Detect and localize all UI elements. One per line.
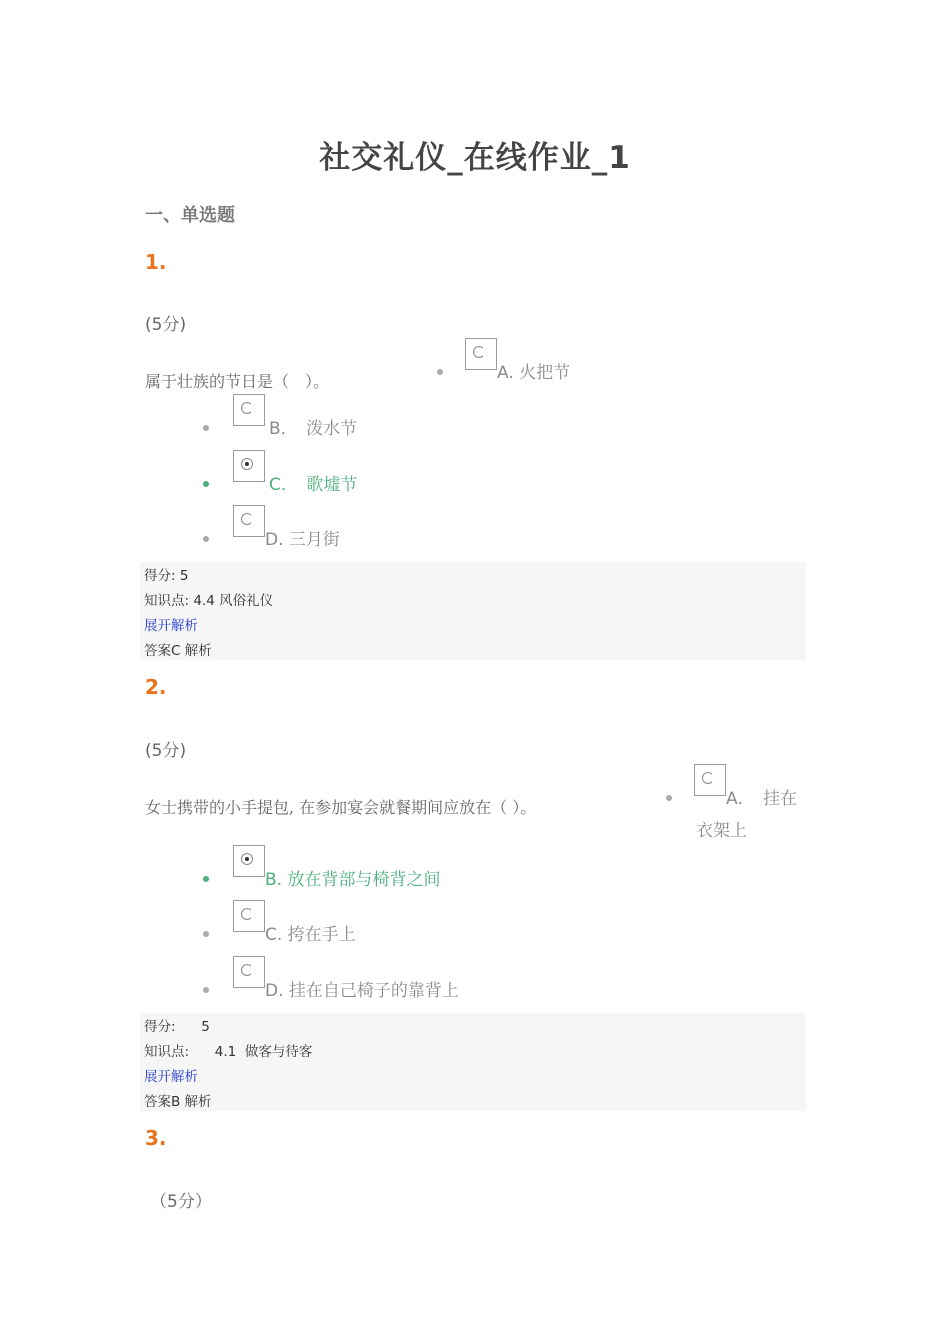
radio-selected-icon: [241, 853, 253, 865]
radio-unselected-icon: [241, 513, 253, 525]
knowledge-point-line: 知识点: 4.1 做客与待客: [144, 1044, 313, 1060]
option-label: D. 三月街: [265, 530, 340, 550]
radio-button[interactable]: [694, 764, 726, 796]
radio-button[interactable]: [233, 900, 265, 932]
option-a[interactable]: [437, 338, 570, 383]
page-title: 社交礼仪_在线作业_1: [319, 140, 631, 176]
bullet-icon: [203, 876, 209, 882]
radio-button[interactable]: [233, 845, 265, 877]
option-c[interactable]: [203, 900, 356, 945]
knowledge-point-line: 知识点: 4.4 风俗礼仪: [144, 593, 274, 609]
expand-analysis-link[interactable]: 展开解析: [144, 1069, 198, 1085]
option-label: B. 放在背部与椅背之间: [265, 870, 441, 890]
option-label: C. 挎在手上: [265, 925, 356, 945]
bullet-icon: [203, 481, 209, 487]
bullet-icon: [203, 931, 209, 937]
radio-selected-icon: [241, 458, 253, 470]
bullet-icon: [666, 795, 672, 801]
option-d[interactable]: [203, 956, 459, 1001]
radio-unselected-icon: [702, 772, 714, 784]
question-score: (5分): [145, 741, 187, 761]
option-label: A. 火把节: [497, 363, 571, 383]
option-b[interactable]: [203, 394, 357, 439]
option-label-continued: 衣架上: [696, 821, 747, 841]
option-label: B． 泼水节: [269, 419, 358, 439]
radio-button[interactable]: [233, 394, 265, 426]
radio-unselected-icon: [241, 964, 253, 976]
expand-analysis-link[interactable]: 展开解析: [144, 618, 198, 634]
bullet-icon: [203, 536, 209, 542]
answer-line: 答案C 解析: [144, 643, 212, 659]
radio-unselected-icon: [473, 346, 485, 358]
option-label: D. 挂在自己椅子的靠背上: [265, 981, 459, 1001]
radio-button[interactable]: [233, 450, 265, 482]
radio-button[interactable]: [233, 956, 265, 988]
score-line: 得分: 5: [144, 1019, 210, 1035]
question-score: （5分）: [150, 1192, 212, 1212]
option-a[interactable]: [666, 764, 797, 809]
option-c[interactable]: [203, 450, 357, 495]
option-label: C． 歌墟节: [269, 475, 358, 495]
option-b[interactable]: [203, 845, 440, 890]
question-number: 2.: [145, 675, 167, 699]
question-number: 1.: [145, 250, 167, 274]
bullet-icon: [203, 987, 209, 993]
radio-unselected-icon: [241, 402, 253, 414]
question-text: 属于壮族的节日是（ ）。: [145, 372, 330, 391]
answer-line: 答案B 解析: [144, 1094, 212, 1110]
option-d[interactable]: [203, 505, 340, 550]
answer-info-box: [140, 1013, 806, 1111]
score-line: 得分: 5: [144, 568, 189, 584]
question-number: 3.: [145, 1126, 167, 1150]
bullet-icon: [203, 425, 209, 431]
radio-button[interactable]: [233, 505, 265, 537]
radio-unselected-icon: [241, 908, 253, 920]
bullet-icon: [437, 369, 443, 375]
section-title: 一、单选题: [145, 205, 235, 226]
question-score: (5分): [145, 315, 187, 335]
question-text: 女士携带的小手提包, 在参加宴会就餐期间应放在（ ）。: [145, 798, 537, 817]
radio-button[interactable]: [465, 338, 497, 370]
answer-info-box: [140, 562, 806, 660]
option-label: A． 挂在: [726, 789, 798, 809]
